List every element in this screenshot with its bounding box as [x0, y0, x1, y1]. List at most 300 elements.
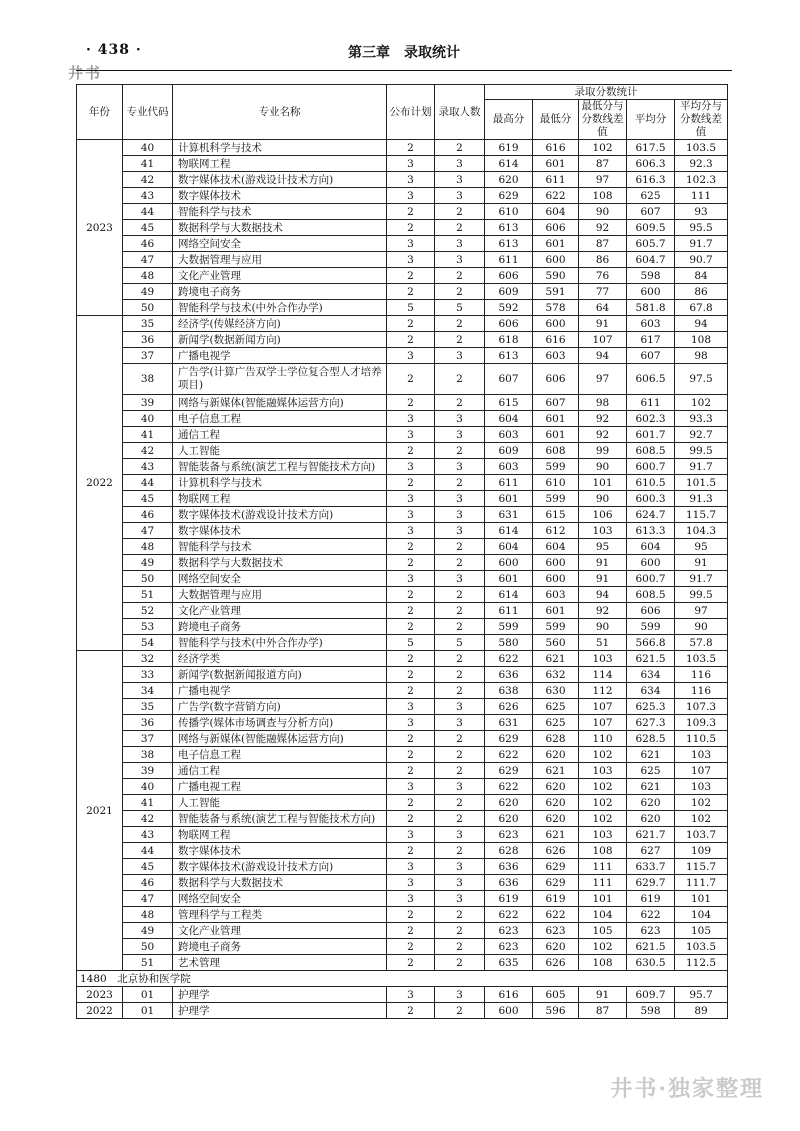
- min-diff-cell: 97: [579, 172, 627, 188]
- footer-watermark: 井书·独家整理: [610, 1076, 764, 1102]
- min-diff-cell: 90: [579, 459, 627, 475]
- major-cell: 管理科学与工程类: [173, 907, 387, 923]
- header-rule: [76, 70, 732, 71]
- max-cell: 599: [485, 619, 533, 635]
- max-cell: 620: [485, 172, 533, 188]
- min-diff-cell: 77: [579, 284, 627, 300]
- min-diff-cell: 107: [579, 699, 627, 715]
- min-diff-cell: 86: [579, 252, 627, 268]
- max-cell: 609: [485, 284, 533, 300]
- avg-diff-cell: 103.5: [675, 939, 728, 955]
- avg-cell: 627: [627, 843, 675, 859]
- plan-cell: 2: [387, 731, 435, 747]
- code-cell: 50: [123, 300, 173, 316]
- min-diff-cell: 92: [579, 220, 627, 236]
- table-row: [77, 188, 728, 204]
- avg-cell: 600.7: [627, 459, 675, 475]
- min-diff-cell: 95: [579, 539, 627, 555]
- avg-diff-cell: 102.3: [675, 172, 728, 188]
- avg-cell: 606: [627, 603, 675, 619]
- avg-cell: 609.5: [627, 220, 675, 236]
- avg-cell: 601.7: [627, 427, 675, 443]
- col-year: 年份: [77, 85, 123, 140]
- code-cell: 01: [123, 987, 173, 1003]
- major-cell: 数字媒体技术(游戏设计技术方向): [173, 172, 387, 188]
- major-cell: 网络与新媒体(智能融媒体运营方向): [173, 395, 387, 411]
- min-diff-cell: 103: [579, 651, 627, 667]
- min-cell: 601: [533, 603, 579, 619]
- table-row: [77, 204, 728, 220]
- admitted-cell: 2: [435, 395, 485, 411]
- plan-cell: 3: [387, 459, 435, 475]
- min-diff-cell: 111: [579, 859, 627, 875]
- plan-cell: 2: [387, 747, 435, 763]
- table-row: [77, 348, 728, 364]
- max-cell: 614: [485, 587, 533, 603]
- min-cell: 620: [533, 795, 579, 811]
- code-cell: 49: [123, 284, 173, 300]
- table-row: [77, 364, 728, 395]
- plan-cell: 5: [387, 300, 435, 316]
- avg-diff-cell: 67.8: [675, 300, 728, 316]
- admitted-cell: 3: [435, 188, 485, 204]
- min-diff-cell: 105: [579, 923, 627, 939]
- major-cell: 数字媒体技术: [173, 188, 387, 204]
- avg-diff-cell: 104: [675, 907, 728, 923]
- plan-cell: 3: [387, 411, 435, 427]
- avg-diff-cell: 94: [675, 316, 728, 332]
- major-cell: 大数据管理与应用: [173, 587, 387, 603]
- min-cell: 601: [533, 156, 579, 172]
- code-cell: 43: [123, 459, 173, 475]
- avg-diff-cell: 115.7: [675, 507, 728, 523]
- avg-cell: 621.7: [627, 827, 675, 843]
- plan-cell: 2: [387, 939, 435, 955]
- col-major: 专业名称: [173, 85, 387, 140]
- table-row: [77, 827, 728, 843]
- plan-cell: 2: [387, 204, 435, 220]
- avg-cell: 621: [627, 779, 675, 795]
- avg-cell: 600.7: [627, 571, 675, 587]
- plan-cell: 2: [387, 763, 435, 779]
- code-cell: 42: [123, 811, 173, 827]
- min-diff-cell: 107: [579, 715, 627, 731]
- table-row: [77, 475, 728, 491]
- major-cell: 经济学(传媒经济方向): [173, 316, 387, 332]
- min-cell: 632: [533, 667, 579, 683]
- min-cell: 607: [533, 395, 579, 411]
- admitted-cell: 3: [435, 236, 485, 252]
- max-cell: 611: [485, 603, 533, 619]
- min-diff-cell: 108: [579, 188, 627, 204]
- page-header: [76, 42, 732, 66]
- avg-cell: 620: [627, 811, 675, 827]
- university-name: 1480 北京协和医学院: [77, 971, 728, 987]
- table-row: [77, 987, 728, 1003]
- plan-cell: 2: [387, 907, 435, 923]
- admitted-cell: 3: [435, 348, 485, 364]
- code-cell: 36: [123, 332, 173, 348]
- plan-cell: 2: [387, 539, 435, 555]
- year-cell: 2021: [77, 651, 123, 971]
- max-cell: 610: [485, 204, 533, 220]
- avg-cell: 606.3: [627, 156, 675, 172]
- admitted-cell: 2: [435, 843, 485, 859]
- avg-cell: 625: [627, 763, 675, 779]
- min-cell: 620: [533, 747, 579, 763]
- min-cell: 600: [533, 571, 579, 587]
- code-cell: 43: [123, 188, 173, 204]
- major-cell: 数据科学与大数据技术: [173, 555, 387, 571]
- avg-diff-cell: 116: [675, 683, 728, 699]
- plan-cell: 2: [387, 316, 435, 332]
- plan-cell: 2: [387, 587, 435, 603]
- major-cell: 广告学(数字营销方向): [173, 699, 387, 715]
- plan-cell: 2: [387, 603, 435, 619]
- plan-cell: 2: [387, 555, 435, 571]
- admitted-cell: 3: [435, 827, 485, 843]
- admitted-cell: 2: [435, 667, 485, 683]
- code-cell: 35: [123, 699, 173, 715]
- plan-cell: 3: [387, 236, 435, 252]
- min-diff-cell: 51: [579, 635, 627, 651]
- major-cell: 广播电视工程: [173, 779, 387, 795]
- min-diff-cell: 111: [579, 875, 627, 891]
- major-cell: 数字媒体技术: [173, 523, 387, 539]
- table-row: [77, 571, 728, 587]
- plan-cell: 3: [387, 827, 435, 843]
- major-cell: 智能科学与技术: [173, 539, 387, 555]
- code-cell: 46: [123, 236, 173, 252]
- admitted-cell: 3: [435, 859, 485, 875]
- avg-cell: 599: [627, 619, 675, 635]
- min-cell: 620: [533, 939, 579, 955]
- major-cell: 数据科学与大数据技术: [173, 220, 387, 236]
- max-cell: 607: [485, 364, 533, 395]
- min-diff-cell: 92: [579, 411, 627, 427]
- code-cell: 52: [123, 603, 173, 619]
- avg-cell: 634: [627, 683, 675, 699]
- max-cell: 628: [485, 843, 533, 859]
- admitted-cell: 2: [435, 603, 485, 619]
- major-cell: 物联网工程: [173, 156, 387, 172]
- avg-diff-cell: 98: [675, 348, 728, 364]
- major-cell: 数字媒体技术(游戏设计技术方向): [173, 859, 387, 875]
- avg-diff-cell: 101.5: [675, 475, 728, 491]
- avg-cell: 625: [627, 188, 675, 204]
- code-cell: 37: [123, 731, 173, 747]
- min-cell: 611: [533, 172, 579, 188]
- table-row: [77, 172, 728, 188]
- table-row: [77, 316, 728, 332]
- admitted-cell: 3: [435, 715, 485, 731]
- admitted-cell: 2: [435, 587, 485, 603]
- plan-cell: 2: [387, 651, 435, 667]
- avg-diff-cell: 95: [675, 539, 728, 555]
- code-cell: 45: [123, 859, 173, 875]
- min-cell: 626: [533, 955, 579, 971]
- table-row: [77, 411, 728, 427]
- admitted-cell: 3: [435, 459, 485, 475]
- avg-diff-cell: 91.7: [675, 236, 728, 252]
- avg-diff-cell: 89: [675, 1003, 728, 1019]
- year-cell: 2022: [77, 316, 123, 651]
- major-cell: 网络与新媒体(智能融媒体运营方向): [173, 731, 387, 747]
- code-cell: 46: [123, 507, 173, 523]
- avg-diff-cell: 99.5: [675, 443, 728, 459]
- avg-cell: 604.7: [627, 252, 675, 268]
- plan-cell: 2: [387, 619, 435, 635]
- avg-cell: 606.5: [627, 364, 675, 395]
- avg-cell: 617: [627, 332, 675, 348]
- table-row: [77, 923, 728, 939]
- major-cell: 新闻学(数据新闻报道方向): [173, 667, 387, 683]
- plan-cell: 3: [387, 987, 435, 1003]
- admitted-cell: 2: [435, 651, 485, 667]
- major-cell: 智能科学与技术: [173, 204, 387, 220]
- avg-cell: 600: [627, 555, 675, 571]
- col-score-group: 录取分数统计: [485, 85, 728, 100]
- admitted-cell: 2: [435, 284, 485, 300]
- code-cell: 34: [123, 683, 173, 699]
- min-cell: 625: [533, 699, 579, 715]
- avg-diff-cell: 107: [675, 763, 728, 779]
- avg-diff-cell: 92.7: [675, 427, 728, 443]
- avg-diff-cell: 90: [675, 619, 728, 635]
- min-cell: 596: [533, 1003, 579, 1019]
- max-cell: 620: [485, 795, 533, 811]
- avg-diff-cell: 102: [675, 811, 728, 827]
- admitted-cell: 2: [435, 939, 485, 955]
- max-cell: 638: [485, 683, 533, 699]
- max-cell: 623: [485, 827, 533, 843]
- max-cell: 622: [485, 907, 533, 923]
- avg-diff-cell: 93: [675, 204, 728, 220]
- min-cell: 605: [533, 987, 579, 1003]
- major-cell: 电子信息工程: [173, 747, 387, 763]
- max-cell: 613: [485, 236, 533, 252]
- plan-cell: 2: [387, 332, 435, 348]
- min-cell: 630: [533, 683, 579, 699]
- table-row: [77, 699, 728, 715]
- admitted-cell: 3: [435, 875, 485, 891]
- avg-cell: 634: [627, 667, 675, 683]
- max-cell: 613: [485, 220, 533, 236]
- max-cell: 620: [485, 811, 533, 827]
- major-cell: 电子信息工程: [173, 411, 387, 427]
- plan-cell: 2: [387, 220, 435, 236]
- avg-diff-cell: 84: [675, 268, 728, 284]
- code-cell: 50: [123, 939, 173, 955]
- code-cell: 51: [123, 587, 173, 603]
- major-cell: 物联网工程: [173, 827, 387, 843]
- avg-diff-cell: 103.5: [675, 140, 728, 156]
- avg-diff-cell: 104.3: [675, 523, 728, 539]
- min-cell: 591: [533, 284, 579, 300]
- admitted-cell: 5: [435, 635, 485, 651]
- avg-diff-cell: 103.7: [675, 827, 728, 843]
- min-cell: 604: [533, 539, 579, 555]
- max-cell: 631: [485, 507, 533, 523]
- admitted-cell: 2: [435, 539, 485, 555]
- table-row: [77, 619, 728, 635]
- max-cell: 636: [485, 875, 533, 891]
- table-row: [77, 140, 728, 156]
- avg-diff-cell: 103: [675, 747, 728, 763]
- table-row: [77, 507, 728, 523]
- plan-cell: 5: [387, 635, 435, 651]
- min-diff-cell: 114: [579, 667, 627, 683]
- min-diff-cell: 99: [579, 443, 627, 459]
- avg-diff-cell: 109.3: [675, 715, 728, 731]
- admitted-cell: 3: [435, 172, 485, 188]
- admitted-cell: 3: [435, 491, 485, 507]
- major-cell: 护理学: [173, 1003, 387, 1019]
- code-cell: 49: [123, 923, 173, 939]
- min-cell: 606: [533, 220, 579, 236]
- max-cell: 603: [485, 427, 533, 443]
- code-cell: 40: [123, 411, 173, 427]
- plan-cell: 2: [387, 667, 435, 683]
- avg-cell: 621: [627, 747, 675, 763]
- code-cell: 51: [123, 955, 173, 971]
- code-cell: 37: [123, 348, 173, 364]
- code-cell: 44: [123, 204, 173, 220]
- code-cell: 48: [123, 268, 173, 284]
- min-diff-cell: 108: [579, 843, 627, 859]
- table-row: [77, 284, 728, 300]
- avg-cell: 604: [627, 539, 675, 555]
- avg-cell: 621.5: [627, 651, 675, 667]
- avg-diff-cell: 93.3: [675, 411, 728, 427]
- avg-diff-cell: 110.5: [675, 731, 728, 747]
- code-cell: 32: [123, 651, 173, 667]
- min-cell: 601: [533, 411, 579, 427]
- major-cell: 网络空间安全: [173, 891, 387, 907]
- min-cell: 621: [533, 827, 579, 843]
- avg-diff-cell: 109: [675, 843, 728, 859]
- code-cell: 38: [123, 747, 173, 763]
- avg-diff-cell: 115.7: [675, 859, 728, 875]
- avg-cell: 613.3: [627, 523, 675, 539]
- code-cell: 47: [123, 891, 173, 907]
- avg-diff-cell: 101: [675, 891, 728, 907]
- plan-cell: 2: [387, 443, 435, 459]
- min-cell: 603: [533, 587, 579, 603]
- max-cell: 629: [485, 188, 533, 204]
- major-cell: 智能装备与系统(演艺工程与智能技术方向): [173, 459, 387, 475]
- table-row: [77, 427, 728, 443]
- max-cell: 615: [485, 395, 533, 411]
- max-cell: 623: [485, 923, 533, 939]
- avg-cell: 611: [627, 395, 675, 411]
- year-cell: 2022: [77, 1003, 123, 1019]
- max-cell: 601: [485, 491, 533, 507]
- avg-cell: 633.7: [627, 859, 675, 875]
- admitted-cell: 3: [435, 523, 485, 539]
- min-diff-cell: 87: [579, 156, 627, 172]
- max-cell: 629: [485, 763, 533, 779]
- code-cell: 44: [123, 843, 173, 859]
- min-diff-cell: 107: [579, 332, 627, 348]
- plan-cell: 3: [387, 156, 435, 172]
- major-cell: 人工智能: [173, 443, 387, 459]
- min-diff-cell: 102: [579, 795, 627, 811]
- min-cell: 622: [533, 907, 579, 923]
- code-cell: 47: [123, 523, 173, 539]
- table-row: [77, 491, 728, 507]
- major-cell: 计算机科学与技术: [173, 140, 387, 156]
- avg-cell: 605.7: [627, 236, 675, 252]
- avg-diff-cell: 91.3: [675, 491, 728, 507]
- max-cell: 592: [485, 300, 533, 316]
- chapter-title: 第三章 录取统计: [348, 45, 460, 61]
- min-cell: 604: [533, 204, 579, 220]
- col-avg-diff: 平均分与分数线差值: [675, 100, 728, 140]
- year-cell: 2023: [77, 987, 123, 1003]
- avg-cell: 609.7: [627, 987, 675, 1003]
- min-diff-cell: 94: [579, 348, 627, 364]
- code-cell: 43: [123, 827, 173, 843]
- min-cell: 601: [533, 427, 579, 443]
- major-cell: 护理学: [173, 987, 387, 1003]
- table-row: [77, 332, 728, 348]
- table-row: [77, 907, 728, 923]
- table-row: [77, 939, 728, 955]
- code-cell: 50: [123, 571, 173, 587]
- min-diff-cell: 64: [579, 300, 627, 316]
- max-cell: 635: [485, 955, 533, 971]
- max-cell: 623: [485, 939, 533, 955]
- avg-cell: 627.3: [627, 715, 675, 731]
- avg-diff-cell: 97: [675, 603, 728, 619]
- plan-cell: 3: [387, 699, 435, 715]
- max-cell: 611: [485, 252, 533, 268]
- table-row: [77, 539, 728, 555]
- min-diff-cell: 98: [579, 395, 627, 411]
- max-cell: 601: [485, 571, 533, 587]
- avg-cell: 598: [627, 268, 675, 284]
- avg-cell: 622: [627, 907, 675, 923]
- avg-diff-cell: 90.7: [675, 252, 728, 268]
- table-row: [77, 603, 728, 619]
- table-row: [77, 268, 728, 284]
- code-cell: 53: [123, 619, 173, 635]
- avg-diff-cell: 91: [675, 555, 728, 571]
- min-diff-cell: 87: [579, 236, 627, 252]
- avg-cell: 610.5: [627, 475, 675, 491]
- table-row: [77, 395, 728, 411]
- max-cell: 580: [485, 635, 533, 651]
- code-cell: 46: [123, 875, 173, 891]
- major-cell: 数据科学与大数据技术: [173, 875, 387, 891]
- admitted-cell: 2: [435, 795, 485, 811]
- min-cell: 600: [533, 555, 579, 571]
- max-cell: 622: [485, 651, 533, 667]
- code-cell: 48: [123, 907, 173, 923]
- admitted-cell: 3: [435, 156, 485, 172]
- min-cell: 629: [533, 859, 579, 875]
- max-cell: 636: [485, 859, 533, 875]
- admitted-cell: 2: [435, 763, 485, 779]
- code-cell: 45: [123, 220, 173, 236]
- min-diff-cell: 108: [579, 955, 627, 971]
- col-admitted: 录取人数: [435, 85, 485, 140]
- table-row: [77, 523, 728, 539]
- table-row: [77, 667, 728, 683]
- code-cell: 48: [123, 539, 173, 555]
- max-cell: 603: [485, 459, 533, 475]
